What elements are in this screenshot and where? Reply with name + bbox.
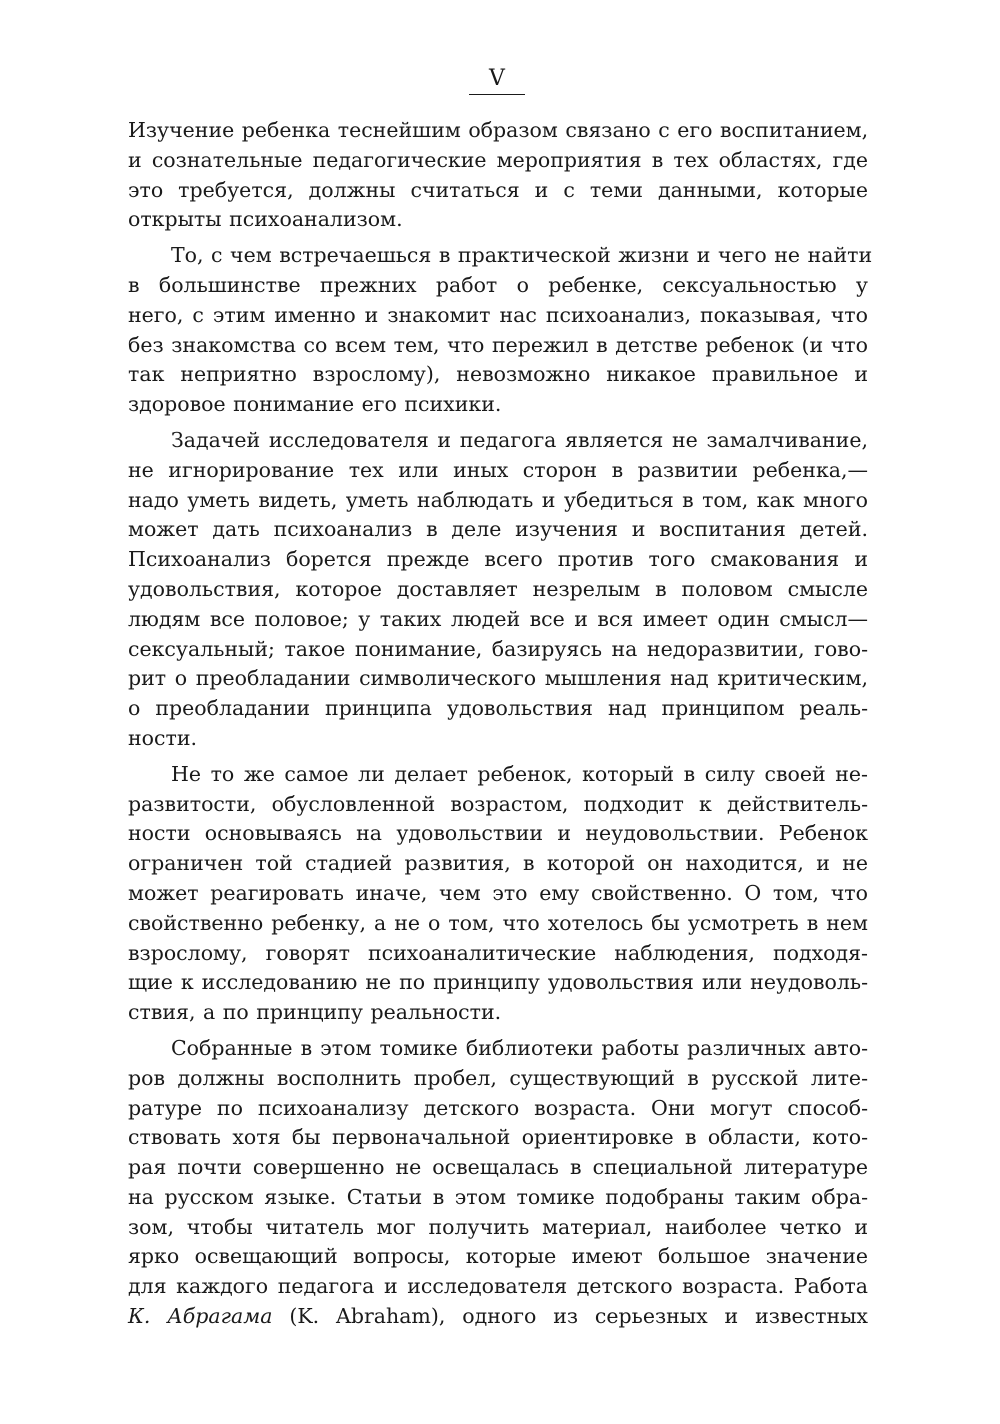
- page-number: V: [489, 66, 505, 91]
- text-line: надо уметь видеть, уметь наблюдать и убедиться в том, как много: [128, 487, 868, 512]
- page-number-rule: [469, 94, 525, 95]
- text-line: это требуется, должны считаться и с теми данными, которые: [128, 177, 868, 202]
- text-line: него, с этим именно и знакомит нас психоанализ, показывая, что: [128, 302, 868, 327]
- text-line: ров должны восполнить пробел, существующий в русской лите-: [128, 1065, 868, 1090]
- text-line-rest: одного из серьезных и известных: [462, 1304, 868, 1329]
- text-line: о преобладании принципа удовольствия над принципом реаль-: [128, 696, 868, 721]
- paragraph-4: [128, 760, 868, 1028]
- text-line: здоровое понимание его психики.: [128, 392, 502, 417]
- body-text: [128, 116, 873, 1338]
- text-line: ности основываясь на удовольствии и неудовольствии. Ребенок: [128, 821, 868, 846]
- text-line: свойственно ребенку, а не о том, что хотелось бы усмотреть в нем: [128, 910, 868, 935]
- text-line: так неприятно взрослому), невозможно никакое правильное и: [128, 362, 868, 387]
- author-name-latin: (K. Abraham),: [289, 1304, 446, 1329]
- text-line: Не то же самое ли делает ребенок, который в силу своей не-: [171, 761, 868, 786]
- text-line: людям все половое; у таких людей все и вся имеет один смысл—: [128, 606, 868, 631]
- text-line: ствовать хотя бы первоначальной ориентировке в области, кото-: [128, 1125, 868, 1150]
- text-line: ратуре по психоанализу детского возраста. Они могут способ-: [128, 1095, 868, 1120]
- text-line: и сознательные педагогические мероприятия в тех областях, где: [128, 147, 868, 172]
- text-line-final: [128, 1302, 868, 1332]
- text-line: Собранные в этом томике библиотеки работы различных авто-: [171, 1035, 868, 1060]
- paragraph-5: [128, 1034, 868, 1332]
- text-line: Изучение ребенка теснейшим образом связано с его воспитанием,: [128, 118, 869, 142]
- text-line: на русском языке. Статьи в этом томике подобраны таким обра-: [128, 1184, 868, 1209]
- text-line: зом, чтобы читатель мог получить материал, наиболее четко и: [128, 1214, 868, 1239]
- text-line: ярко освещающий вопросы, которые имеют большое значение: [128, 1244, 868, 1269]
- text-line: открыты психоанализом.: [128, 207, 403, 232]
- paragraph-1: [128, 116, 868, 235]
- text-line: ности.: [128, 725, 198, 750]
- text-line: развитости, обусловленной возрастом, подходит к действитель-: [128, 791, 868, 816]
- text-line: для каждого педагога и исследователя детского возраста. Работа: [128, 1274, 868, 1299]
- text-line: ствия, а по принципу реальности.: [128, 1000, 502, 1025]
- text-line: щие к исследованию не по принципу удовольствия или неудоволь-: [128, 970, 868, 995]
- text-line: рит о преобладании символического мышления над критическим,: [128, 666, 868, 691]
- text-line: не игнорирование тех или иных сторон в развитии ребенка,—: [128, 457, 868, 482]
- text-line: без знакомства со всем тем, что пережил в детстве ребенок (и что: [128, 332, 868, 357]
- text-line: взрослому, говорят психоаналитические наблюдения, подходя-: [128, 940, 868, 965]
- text-line: рая почти совершенно не освещалась в специальной литературе: [128, 1155, 868, 1180]
- text-line: в большинстве прежних работ о ребенке, сексуальностью у: [128, 272, 868, 297]
- author-name-russian: К. Абрагама: [128, 1304, 273, 1329]
- text-line: Задачей исследователя и педагога является не замалчивание,: [171, 427, 868, 452]
- text-line: Психоанализ борется прежде всего против того смакования и: [128, 547, 868, 572]
- text-line: То, с чем встречаешься в практической жизни и чего не найти: [171, 243, 873, 268]
- text-line: удовольствия, которое доставляет незрелым в половом смысле: [128, 576, 868, 601]
- text-line: может дать психоанализ в деле изучения и воспитания детей.: [128, 517, 868, 542]
- text-line: ограничен той стадией развития, в которой он находится, и не: [128, 851, 868, 876]
- paragraph-2: [128, 241, 873, 420]
- text-line: может реагировать иначе, чем это ему свойственно. О том, что: [128, 880, 868, 905]
- text-line: сексуальный; такое понимание, базируясь на недоразвитии, гово-: [128, 636, 868, 661]
- page-header: [468, 66, 526, 95]
- paragraph-3: [128, 426, 868, 754]
